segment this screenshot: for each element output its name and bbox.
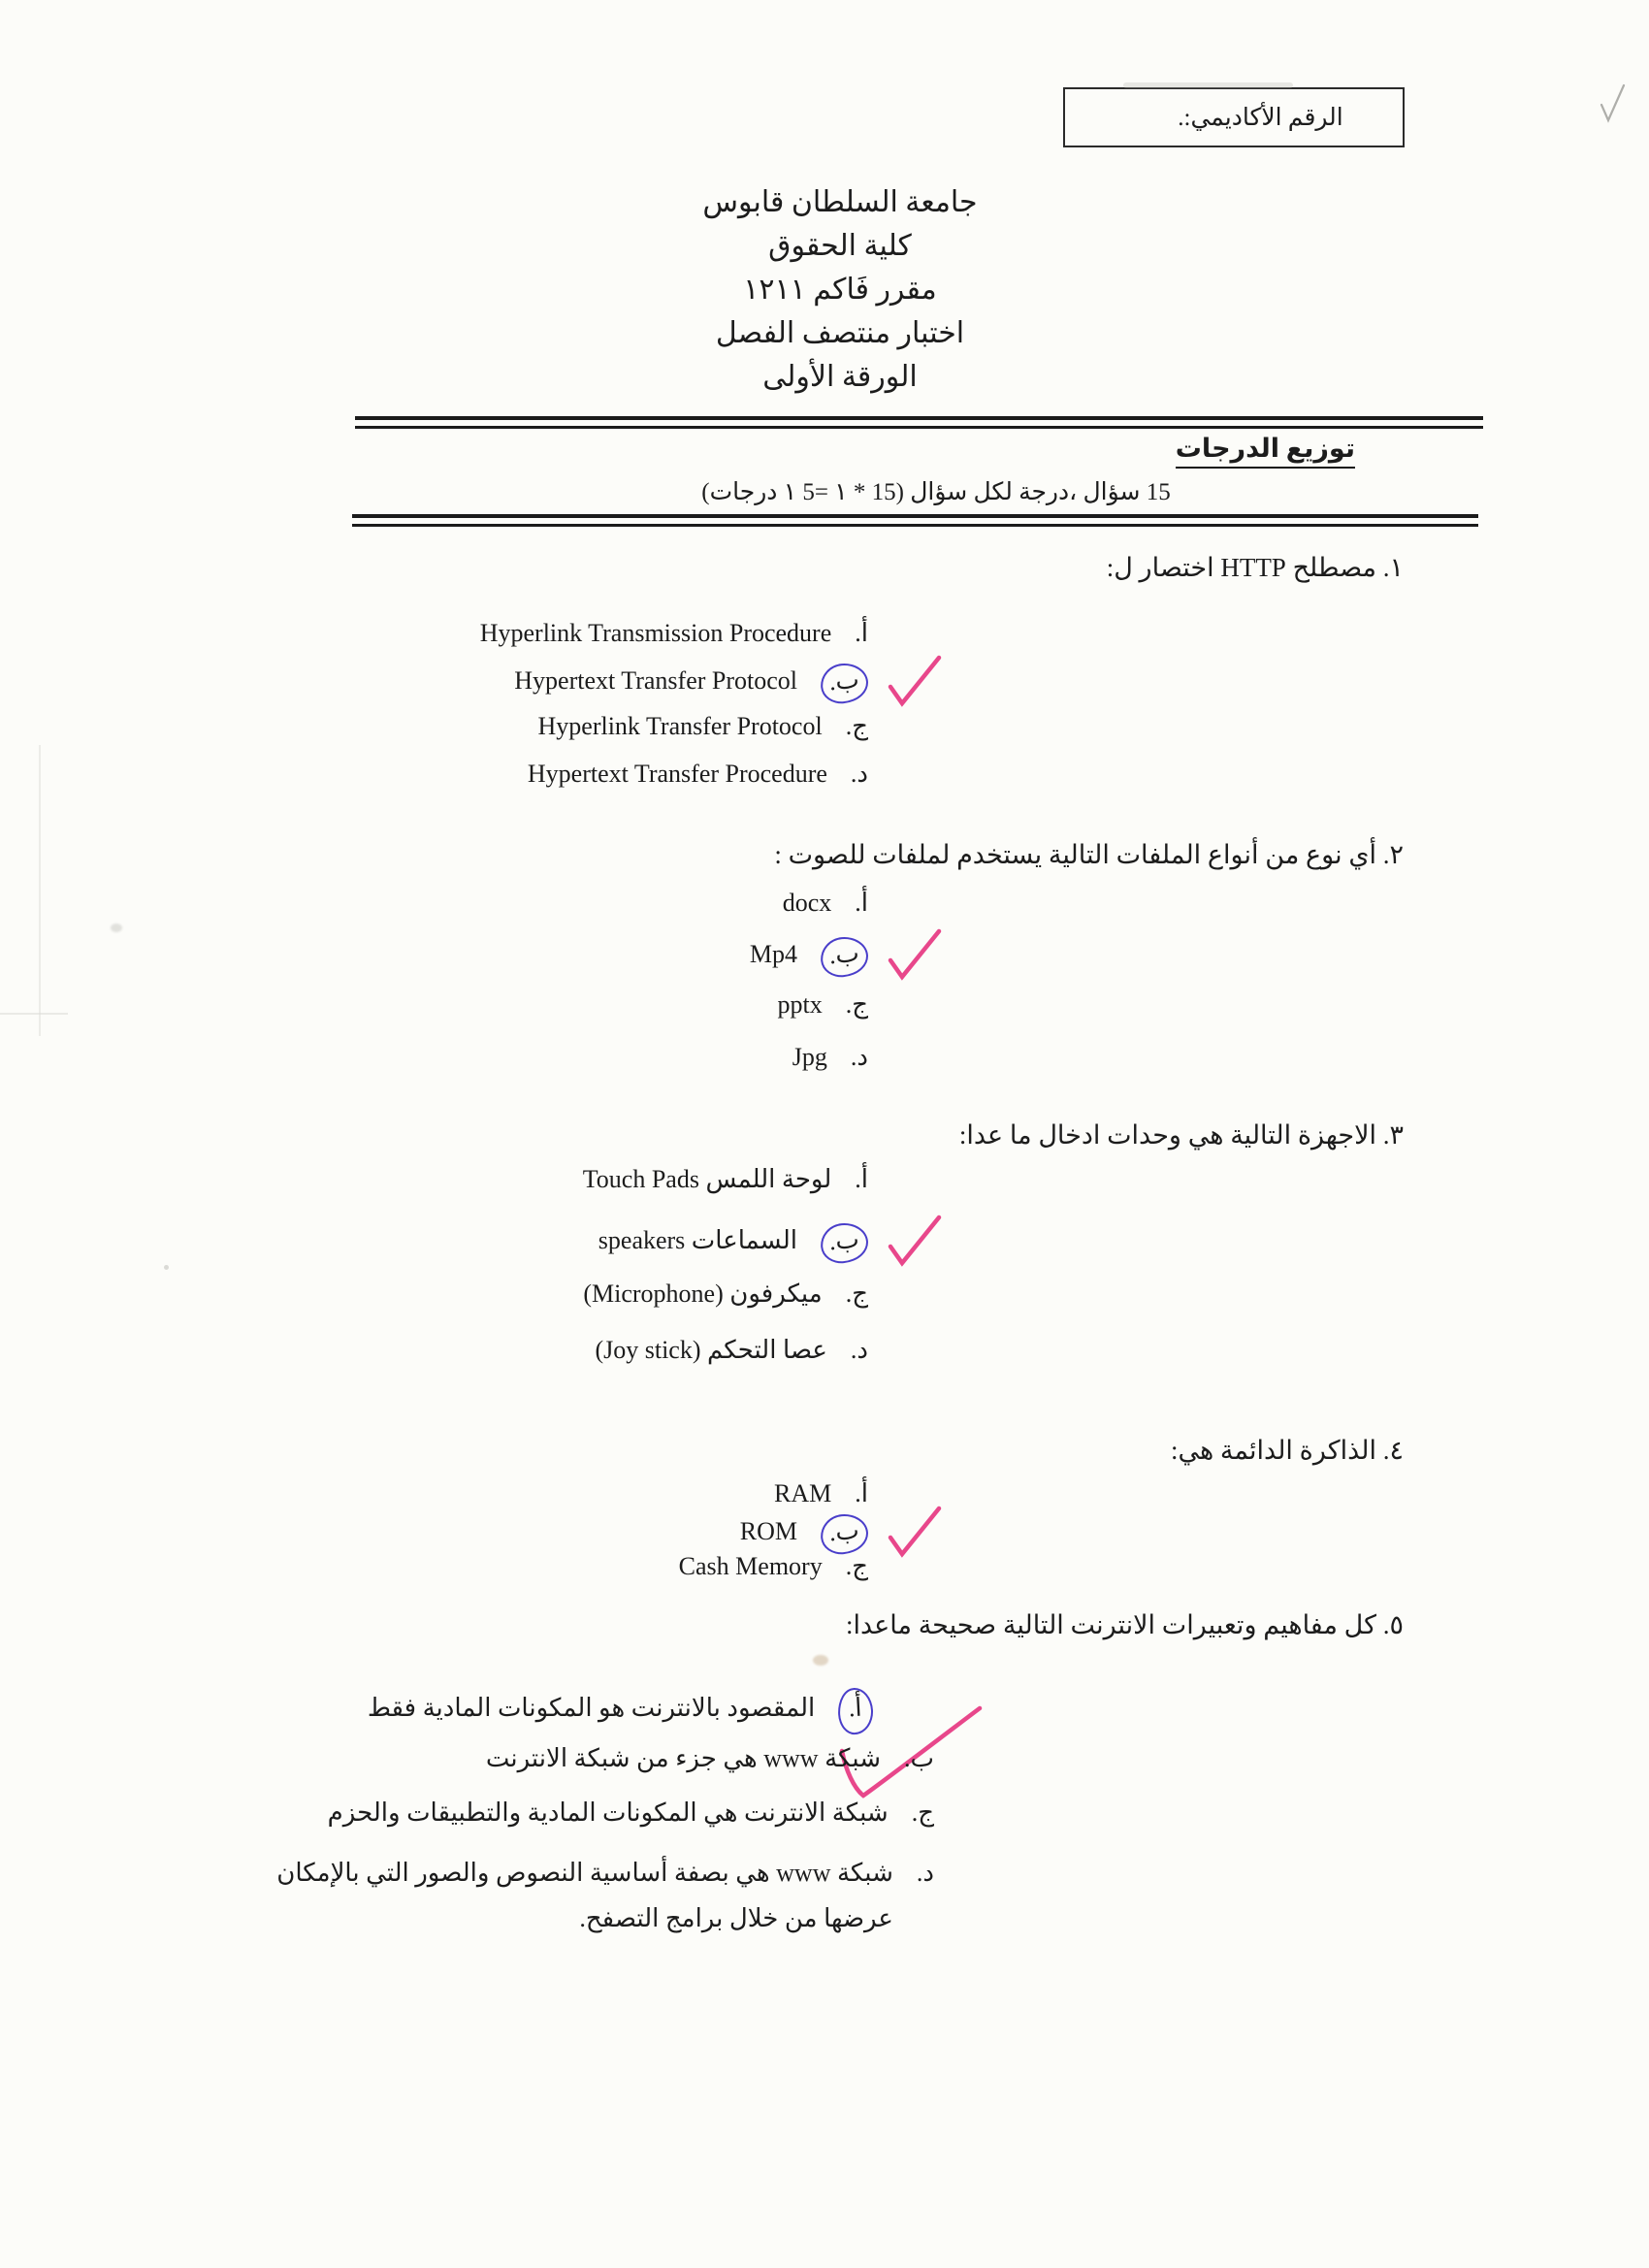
option-letter: ب.: [904, 1744, 934, 1772]
scan-speck: [164, 1265, 169, 1270]
option-letter: ج.: [845, 712, 868, 740]
option-text: pptx: [777, 990, 823, 1019]
q3-option-d: [595, 1336, 868, 1365]
scan-fold-line: [39, 745, 41, 1036]
academic-number-box: [1063, 87, 1405, 147]
q2-option-a: [783, 889, 868, 918]
option-letter: أ.: [855, 619, 868, 647]
option-text: شبكة الانترنت هي المكونات المادية والتطبيقات والحزم: [327, 1798, 889, 1827]
option-text: Hyperlink Transmission Procedure: [479, 619, 832, 647]
option-text: Jpg: [792, 1043, 827, 1071]
option-letter: ب.: [827, 1224, 860, 1256]
option-text: شبكة www هي بصفة أساسية النصوص والصور التي بالإمكان عرضها من خلال برامج التصفح.: [276, 1859, 893, 1932]
option-letter: د.: [850, 1043, 868, 1071]
option-letter: أ.: [855, 1479, 868, 1507]
answer-circle: [819, 1221, 869, 1265]
question-3-header: ٣. الاجهزة التالية هي وحدات ادخال ما عدا:: [958, 1120, 1404, 1150]
option-text: Hypertext Transfer Procedure: [527, 760, 827, 788]
option-text: Hypertext Transfer Protocol: [514, 666, 798, 695]
answer-circle: [819, 662, 869, 705]
q2-option-d: [792, 1043, 868, 1072]
option-text: عصا التحكم (Joy stick): [595, 1336, 827, 1364]
question-4-header: ٤. الذاكرة الدائمة هي:: [1170, 1436, 1404, 1465]
option-text: السماعات speakers: [598, 1226, 798, 1254]
answer-circle: [819, 1512, 869, 1556]
q1-option-b-selected: [514, 664, 868, 703]
q4-option-c: [679, 1552, 868, 1581]
q2-option-c: [777, 990, 868, 1020]
paper-number: الورقة الأولى: [762, 361, 918, 393]
exam-header: [549, 180, 1131, 399]
answer-checkmark: [886, 1212, 944, 1270]
option-letter: ب.: [827, 1515, 860, 1547]
course-code: مقرر فَاكم ١٢١١: [743, 274, 937, 306]
option-letter: ب.: [827, 938, 860, 970]
q1-option-c: [538, 712, 869, 741]
answer-checkmark: [886, 652, 944, 710]
option-letter: أ.: [848, 1693, 863, 1723]
option-text: ROM: [739, 1517, 798, 1545]
option-letter: أ.: [855, 1165, 868, 1193]
exam-title: اختبار منتصف الفصل: [715, 317, 965, 349]
option-text: Hyperlink Transfer Protocol: [537, 712, 823, 740]
academic-number-label: الرقم الأكاديمي:.: [1178, 105, 1343, 131]
question-1-header: ١. مصطلح HTTP اختصار ل:: [1106, 553, 1404, 582]
q5-option-c: [328, 1798, 934, 1828]
q5-option-d: [258, 1850, 934, 1941]
answer-checkmark: [886, 1503, 944, 1561]
q1-option-d: [528, 760, 868, 789]
q4-option-a: [774, 1479, 868, 1508]
q5-option-a-selected: [368, 1688, 873, 1734]
marks-distribution-title: توزيع الدرجات: [1176, 434, 1355, 469]
scan-speck: [111, 923, 122, 932]
question-2-header: ٢. أي نوع من أنواع الملفات التالية يستخدم لملفات للصوت :: [774, 840, 1404, 869]
scan-fold-line: [0, 1013, 68, 1015]
q3-option-b-selected: [598, 1223, 868, 1263]
option-letter: ج.: [845, 990, 868, 1019]
divider-rule-top: [355, 416, 1483, 429]
q1-option-a: [480, 619, 868, 648]
option-text: ميكرفون (Microphone): [583, 1280, 823, 1308]
option-text: لوحة اللمس Touch Pads: [582, 1165, 832, 1193]
answer-checkmark: [886, 925, 944, 984]
q3-option-c: [583, 1280, 868, 1309]
q3-option-a: [583, 1165, 868, 1194]
university-name: جامعة السلطان قابوس: [702, 186, 978, 218]
option-text: المقصود بالانترنت هو المكونات المادية فقط: [367, 1694, 816, 1722]
q2-option-b-selected: [750, 937, 868, 977]
option-letter: د.: [850, 760, 868, 788]
option-text: RAM: [774, 1479, 832, 1507]
divider-rule-bottom: [352, 514, 1478, 527]
option-letter: ج.: [845, 1552, 868, 1580]
option-letter: ب.: [827, 664, 860, 697]
option-text: Mp4: [749, 940, 798, 968]
q4-option-b-selected: [740, 1514, 868, 1554]
option-text: Cash Memory: [678, 1552, 823, 1580]
option-letter: ج.: [911, 1798, 934, 1827]
option-letter: د.: [916, 1859, 934, 1887]
scan-speck: [813, 1655, 828, 1666]
answer-circle: [819, 935, 869, 979]
marks-distribution-line: 15 سؤال ،درجة لكل سؤال (15 * ١ =5 ١ درجات): [701, 479, 1171, 505]
college-name: كلية الحقوق: [768, 230, 912, 262]
option-text: docx: [782, 889, 832, 917]
scan-mark: [1596, 81, 1629, 126]
option-text: شبكة www هي جزء من شبكة الانترنت: [485, 1744, 882, 1772]
option-letter: ج.: [845, 1280, 868, 1308]
option-letter: د.: [850, 1336, 868, 1364]
q5-option-b: [486, 1744, 934, 1773]
question-5-header: ٥. كل مفاهيم وتعبيرات الانترنت التالية صحيحة ماعدا:: [845, 1610, 1404, 1639]
option-letter: أ.: [855, 889, 868, 917]
